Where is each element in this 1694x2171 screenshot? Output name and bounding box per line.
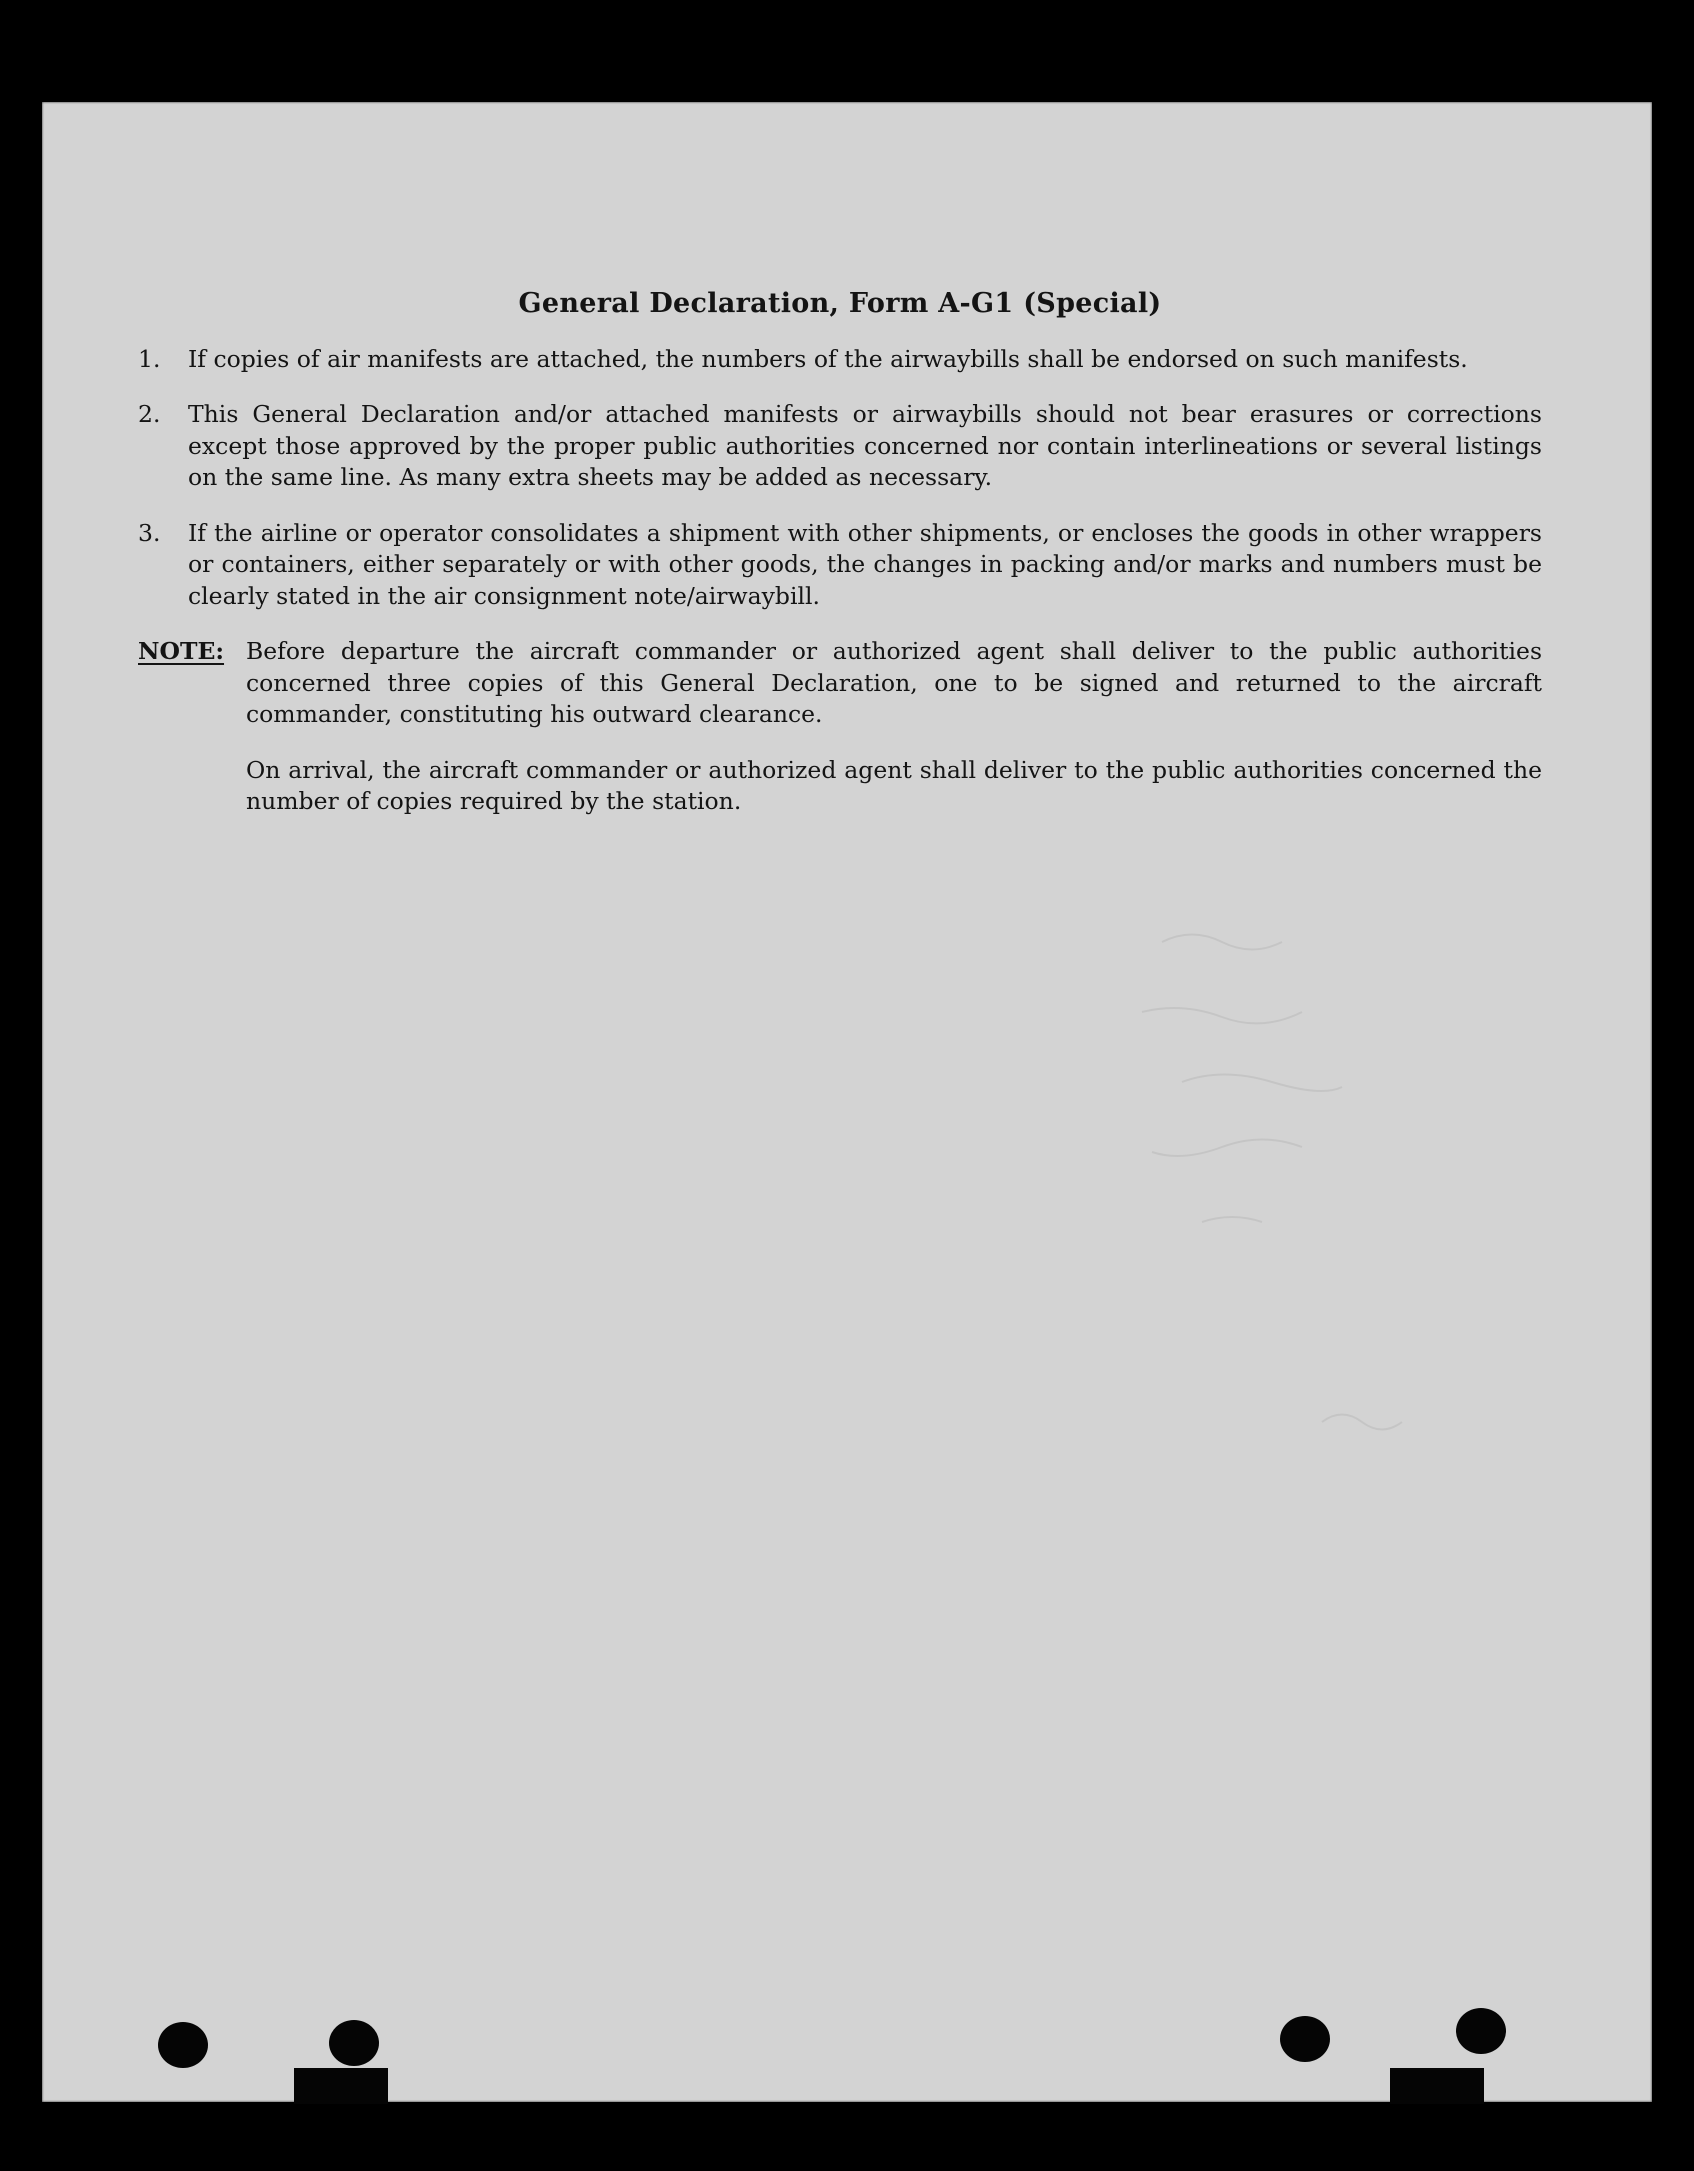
punch-hole [1280, 2016, 1330, 2062]
item-number: 1. [138, 344, 161, 373]
punch-hole [1456, 2008, 1506, 2054]
note-paragraph: On arrival, the aircraft commander or authorized agent shall deliver to the public authorities concerned the number of copies required by the station. [246, 755, 1542, 815]
binder-tab [1390, 2068, 1484, 2104]
punch-hole [329, 2020, 379, 2066]
punch-hole [158, 2022, 208, 2068]
item-text: This General Declaration and/or attached manifests or airwaybills should not bear erasures or corrections except those approved by the proper public authorities concerned nor contain interlineations or several listings on the same line. As many extra sheets may be added as necessary. [188, 400, 1542, 491]
list-item [138, 518, 1542, 613]
document-page [42, 102, 1652, 2102]
document-title: General Declaration, Form A-G1 (Special) [518, 288, 1162, 319]
document-content [138, 288, 1542, 842]
bleed-through-marks [1122, 902, 1542, 1542]
item-number: 3. [138, 518, 161, 547]
note-body [246, 636, 1542, 842]
binder-tab [294, 2068, 388, 2104]
note-section [138, 636, 1542, 842]
note-label: NOTE: [138, 637, 225, 665]
list-item [138, 399, 1542, 494]
item-number: 2. [138, 400, 161, 428]
note-paragraph: Before departure the aircraft commander or authorized agent shall deliver to the public authorities concerned three copies of this General Declaration, one to be signed and returned to the aircraft commander, constituting his outward clearance. [246, 637, 1542, 728]
item-text: If the airline or operator consolidates a shipment with other shipments, or encloses the goods in other wrappers or containers, either separately or with other goods, the changes in packing and/or marks and numbers must be clearly stated in the air consignment note/airwaybill. [188, 518, 1542, 610]
item-text: If copies of air manifests are attached, the numbers of the airwaybills shall be endorsed on such manifests. [188, 344, 1468, 373]
list-item [138, 344, 1542, 376]
